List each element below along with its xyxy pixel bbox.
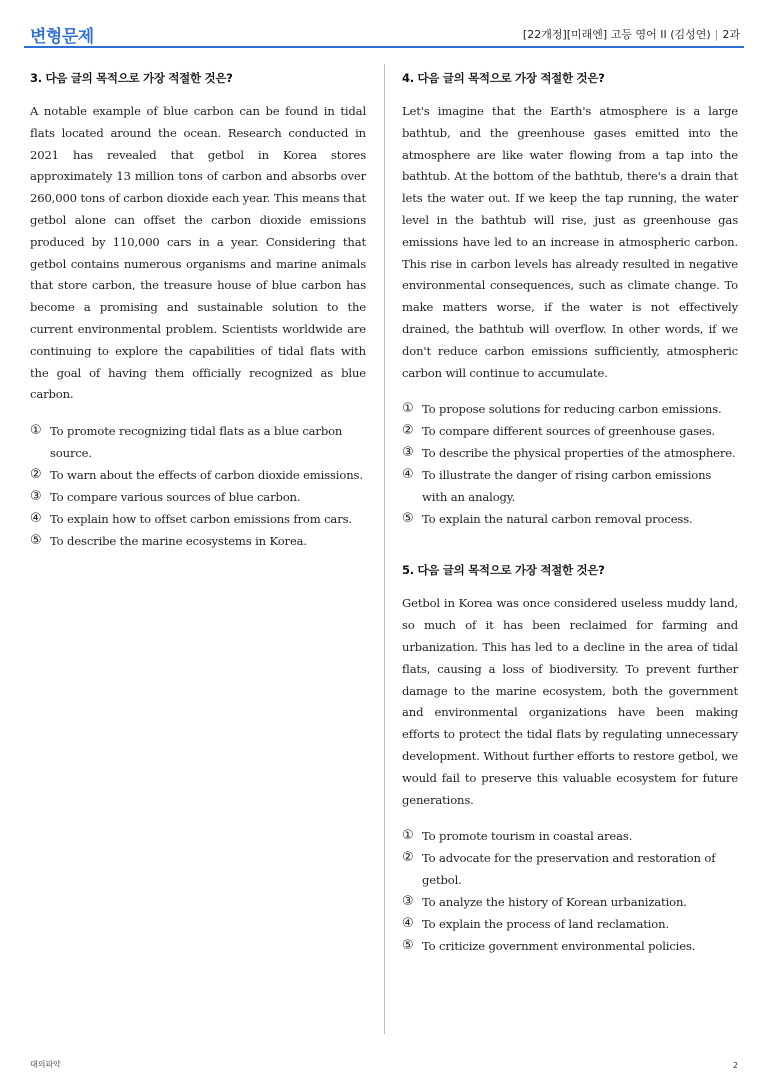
choice-number: ①	[402, 401, 414, 417]
question-title: 4. 다음 글의 목적으로 가장 적절한 것은?	[402, 71, 605, 85]
answer-choice[interactable]	[402, 508, 738, 530]
choice-number: ③	[30, 489, 42, 505]
choice-text: To promote tourism in coastal areas.	[422, 829, 633, 844]
answer-choice[interactable]	[402, 464, 738, 508]
question-title: 3. 다음 글의 목적으로 가장 적절한 것은?	[30, 71, 233, 85]
choice-text: To compare various sources of blue carbon.	[50, 490, 301, 505]
choice-text: To promote recognizing tidal flats as a blue carbon source.	[50, 424, 343, 461]
answer-choice[interactable]	[402, 935, 738, 957]
choice-number: ④	[402, 916, 414, 932]
question-title: 5. 다음 글의 목적으로 가장 적절한 것은?	[402, 563, 605, 578]
answer-choices	[402, 825, 738, 957]
choice-text: To describe the marine ecosystems in Korea.	[50, 534, 307, 549]
header-separator: |	[714, 28, 719, 41]
choice-number: ②	[402, 423, 414, 439]
answer-choice[interactable]	[30, 508, 366, 530]
choice-number: ①	[30, 423, 42, 439]
answer-choice[interactable]	[402, 847, 738, 891]
question-passage: Getbol in Korea was once considered useless muddy land, so much of it has been reclaimed for farming and urbanization. This has led to a decline in the area of tidal flats, causing a loss of biodiversity. To prevent further damage to the marine ecosystem, both the government and environmental organizations have been making efforts to protect the tidal flats by regulating unnecessary development. Without further efforts to restore getbol, we would fail to preserve this valuable ecosystem for future generations.	[402, 596, 738, 807]
answer-choice[interactable]	[402, 913, 738, 935]
choice-number: ②	[30, 467, 42, 483]
answer-choice[interactable]	[30, 464, 366, 486]
answer-choice[interactable]	[402, 825, 738, 847]
left-column	[30, 70, 366, 552]
choice-text: To advocate for the preservation and restoration of getbol.	[422, 851, 716, 888]
answer-choice[interactable]	[30, 530, 366, 552]
page-number: 2	[732, 1061, 738, 1070]
brand-title: 변형문제	[30, 27, 94, 47]
footer-publisher: 대의파악	[30, 1060, 61, 1069]
answer-choice[interactable]	[402, 442, 738, 464]
answer-choice[interactable]	[402, 891, 738, 913]
choice-number: ①	[402, 828, 414, 844]
choice-number: ②	[402, 850, 414, 866]
choice-number: ③	[402, 894, 414, 910]
choice-text: To illustrate the danger of rising carbon emissions with an analogy.	[422, 468, 712, 505]
right-column	[402, 70, 738, 957]
choice-number: ⑤	[30, 533, 42, 549]
choice-number: ③	[402, 445, 414, 461]
answer-choice[interactable]	[30, 420, 366, 464]
choice-text: To propose solutions for reducing carbon emissions.	[422, 402, 722, 417]
choice-number: ④	[30, 511, 42, 527]
answer-choices	[30, 420, 366, 552]
choice-text: To criticize government environmental policies.	[422, 939, 696, 954]
choice-number: ⑤	[402, 938, 414, 954]
column-divider	[384, 64, 385, 1034]
answer-choice[interactable]	[402, 420, 738, 442]
lesson-label: 2과	[722, 28, 740, 41]
question-passage: Let's imagine that the Earth's atmosphere is a large bathtub, and the greenhouse gases emitted into the atmosphere are like water flowing from a tap into the bathtub. At the bottom of the bathtub, there's a drain that lets the water out. If we keep the tap running, the water level in the bathtub will rise, just as greenhouse gas emissions have led to an increase in atmospheric carbon. This rise in carbon levels has already resulted in negative environmental consequences, such as climate change. To make matters worse, if the water is not effectively drained, the bathtub will overflow. In other words, if we don't reduce carbon emissions sufficiently, atmospheric carbon will continue to accumulate.	[402, 104, 738, 380]
question-4	[402, 70, 738, 530]
header-meta	[523, 26, 740, 42]
question-3	[30, 70, 366, 552]
choice-number: ⑤	[402, 511, 414, 527]
textbook-info: [22개정][미래엔] 고등 영어 II (김성연)	[522, 28, 711, 41]
choice-text: To explain how to offset carbon emissions from cars.	[50, 512, 352, 527]
choice-text: To explain the natural carbon removal process.	[422, 512, 693, 527]
question-5	[402, 562, 738, 957]
choice-text: To warn about the effects of carbon dioxide emissions.	[50, 468, 363, 483]
answer-choice[interactable]	[30, 486, 366, 508]
answer-choices	[402, 398, 738, 530]
choice-text: To explain the process of land reclamation.	[422, 917, 669, 932]
choice-text: To describe the physical properties of the atmosphere.	[422, 446, 736, 461]
answer-choice[interactable]	[402, 398, 738, 420]
choice-number: ④	[402, 467, 414, 483]
choice-text: To compare different sources of greenhouse gases.	[422, 424, 716, 439]
question-passage: A notable example of blue carbon can be found in tidal flats located around the ocean. Research conducted in 2021 has revealed that getbol in Korea stores approximately 13 million tons of carbon and absorbs over 260,000 tons of carbon dioxide each year. This means that getbol alone can offset the carbon dioxide emissions produced by 110,000 cars in a year. Considering that getbol contains numerous organisms and marine animals that store carbon, the treasure house of blue carbon has become a promising and sustainable solution to the current environmental problem. Scientists worldwide are continuing to explore the capabilities of tidal flats with the goal of having them officially recognized as blue carbon.	[30, 104, 366, 402]
page-header	[24, 18, 744, 48]
choice-text: To analyze the history of Korean urbanization.	[422, 895, 687, 910]
